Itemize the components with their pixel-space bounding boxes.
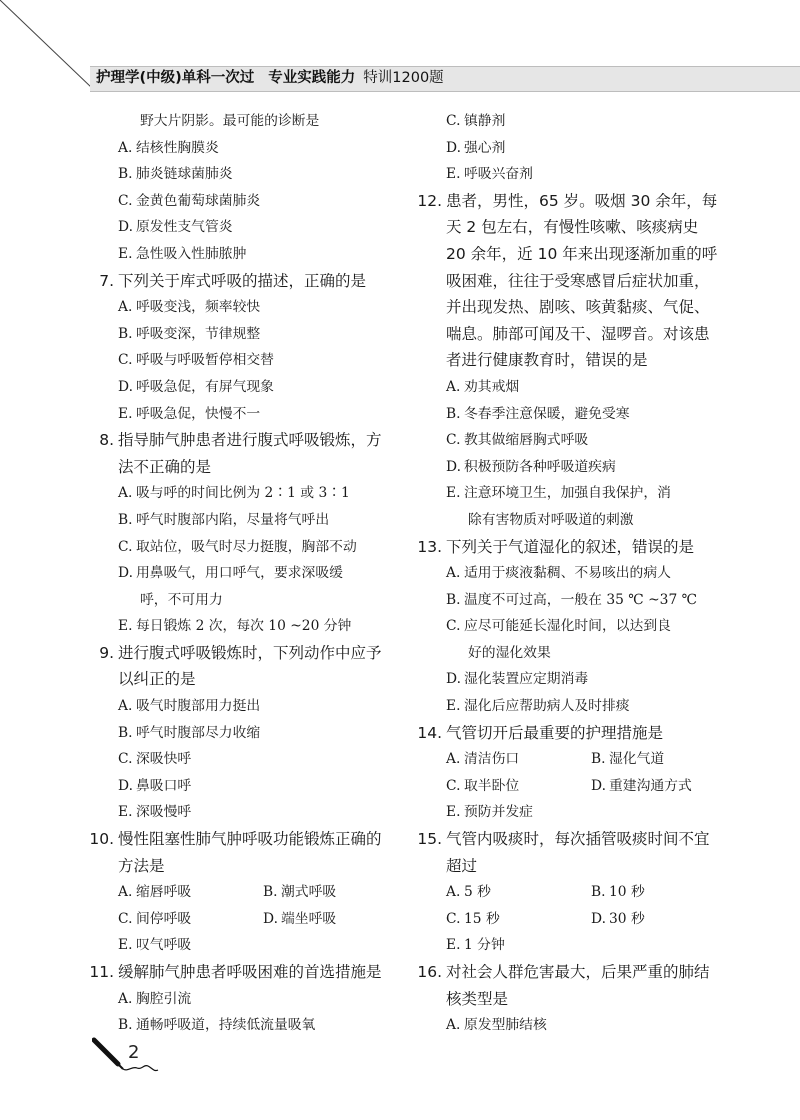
question-number: 13.: [417, 537, 442, 556]
question-text-continued: 20 余年，近 10 年来出现逐渐加重的呼: [446, 244, 718, 263]
option-letter: C.: [118, 352, 133, 369]
answer-option: [86, 188, 396, 215]
option-letter: B.: [263, 884, 278, 901]
answer-option: [591, 746, 736, 773]
option-text: 端坐呼吸: [281, 910, 337, 927]
option-letter: C.: [118, 192, 133, 209]
option-text-continued: 呼，不可用力: [140, 591, 223, 608]
option-letter: B.: [118, 1017, 133, 1034]
answer-option: [86, 560, 396, 587]
option-text: 湿化后应帮助病人及时排痰: [464, 698, 630, 715]
question-text: 指导肺气肿患者进行腹式呼吸锻炼，方: [118, 431, 382, 450]
answer-option-pair: [414, 879, 714, 906]
answer-option: [86, 480, 396, 507]
option-text: 温度不可过高，一般在 35 ℃ ~37 ℃: [464, 591, 698, 608]
option-text: 呼吸急促，快慢不一: [136, 405, 261, 422]
option-letter: A.: [446, 565, 461, 582]
option-text: 吸气时腹部用力挺出: [136, 698, 261, 715]
answer-option-pair: [414, 906, 714, 933]
option-text: 肺炎链球菌肺炎: [136, 166, 233, 183]
option-text: 潮式呼吸: [281, 884, 337, 901]
option-text: 注意环境卫生，加强自我保护，消: [464, 485, 671, 502]
question-number: 12.: [417, 191, 442, 210]
answer-option-pair: [414, 773, 714, 800]
right-column: [414, 108, 718, 1039]
option-text: 取站位，吸气时尽力挺腹，胸部不动: [136, 538, 357, 555]
option-letter: A.: [118, 990, 133, 1007]
answer-option: [86, 161, 396, 188]
question-text-continued: 法不正确的是: [118, 457, 212, 476]
option-text: 呼吸变深，节律规整: [136, 325, 261, 342]
option-letter: C.: [446, 618, 461, 635]
answer-option: [414, 1012, 714, 1039]
answer-option: [86, 720, 396, 747]
question-line: [86, 640, 396, 667]
option-text: 原发性支气管炎: [136, 219, 233, 236]
option-text: 劝其戒烟: [464, 378, 520, 395]
option-letter: A.: [446, 378, 461, 395]
option-text: 应尽可能延长湿化时间，以达到良: [464, 618, 671, 635]
option-text: 清洁伤口: [464, 751, 520, 768]
question-line: [86, 826, 396, 853]
option-letter: C.: [118, 538, 133, 555]
answer-option: [86, 932, 396, 959]
question-text: 慢性阻塞性肺气肿呼吸功能锻炼正确的: [118, 830, 382, 849]
option-text: 呼吸兴奋剂: [464, 166, 533, 183]
option-letter: B.: [118, 166, 133, 183]
answer-option: [446, 879, 591, 906]
answer-option-pair: [414, 746, 714, 773]
question-text: 对社会人群危害最大，后果严重的肺结: [446, 963, 710, 981]
option-text: 每日锻炼 2 次，每次 10 ~20 分钟: [136, 618, 352, 635]
option-text: 教其做缩唇胸式呼吸: [464, 432, 589, 449]
answer-option: [446, 746, 591, 773]
option-letter: D.: [118, 378, 133, 395]
option-letter: D.: [118, 777, 133, 794]
answer-option: [86, 986, 396, 1013]
answer-option: [118, 879, 263, 906]
option-text: 深吸快呼: [136, 751, 192, 768]
option-letter: A.: [118, 485, 133, 502]
question-number: 10.: [89, 830, 114, 849]
option-letter: B.: [118, 511, 133, 528]
answer-option: [86, 507, 396, 534]
answer-option: [414, 108, 714, 135]
option-text: 金黄色葡萄球菌肺炎: [136, 192, 261, 209]
answer-option: [414, 427, 714, 454]
answer-option: [414, 135, 714, 162]
question-text-continued: 吸困难，往往于受寒感冒后症状加重，: [446, 271, 710, 290]
option-text: 深吸慢呼: [136, 804, 192, 821]
question-number: 7.: [99, 271, 114, 290]
option-text: 积极预防各种呼吸道疾病: [464, 458, 616, 475]
option-letter: B.: [118, 325, 133, 342]
answer-option: [263, 906, 408, 933]
option-text: 10 秒: [609, 884, 645, 901]
answer-option: [591, 773, 736, 800]
option-letter: E.: [118, 618, 133, 635]
question-number: 8.: [99, 431, 114, 450]
answer-option: [591, 906, 736, 933]
section-title: 专业实践能力: [268, 70, 356, 86]
answer-option: [86, 294, 396, 321]
question-number: 11.: [89, 963, 114, 981]
answer-option: [86, 534, 396, 561]
answer-option: [86, 613, 396, 640]
question-text: 缓解肺气肿患者呼吸困难的首选措施是: [118, 963, 382, 981]
option-text: 呼气时腹部内陷，尽量将气呼出: [136, 511, 330, 528]
answer-option: [414, 374, 714, 401]
option-letter: E.: [446, 485, 461, 502]
option-text: 1 分钟: [464, 937, 505, 954]
option-text: 用鼻吸气，用口呼气，要求深吸缓: [136, 565, 343, 582]
option-letter: E.: [118, 405, 133, 422]
answer-option: [86, 374, 396, 401]
option-text: 湿化装置应定期消毒: [464, 671, 589, 688]
question-text-continued: 喘息。肺部可闻及干、湿啰音。对该患: [446, 324, 710, 343]
option-text: 取半卧位: [464, 777, 520, 794]
answer-option: [86, 746, 396, 773]
question-number: 15.: [417, 830, 442, 849]
option-letter: C.: [118, 910, 133, 927]
option-letter: D.: [446, 139, 461, 156]
answer-option: [414, 693, 714, 720]
option-letter: D.: [446, 671, 461, 688]
answer-option: [118, 906, 263, 933]
option-letter: D.: [446, 458, 461, 475]
option-text: 鼻吸口呼: [136, 777, 192, 794]
option-text: 呼吸与呼吸暂停相交替: [136, 352, 274, 369]
answer-option: [446, 773, 591, 800]
question-text-continued: 核类型是: [446, 989, 509, 1008]
option-letter: C.: [118, 751, 133, 768]
answer-option: [414, 587, 714, 614]
question-text-continued: 天 2 包左右，有慢性咳嗽、咳痰病史: [446, 218, 699, 237]
option-text: 胸腔引流: [136, 990, 192, 1007]
question-text-continued: 者进行健康教育时，错误的是: [446, 351, 648, 370]
answer-option-pair: [86, 906, 396, 933]
option-letter: C.: [446, 910, 461, 927]
option-text: 呼吸变浅，频率较快: [136, 299, 261, 316]
option-letter: A.: [118, 139, 133, 156]
answer-option: [591, 879, 736, 906]
option-letter: C.: [446, 432, 461, 449]
option-letter: A.: [446, 884, 461, 901]
question-text-continued: 方法是: [118, 856, 165, 875]
option-letter: E.: [446, 166, 461, 183]
answer-option: [414, 161, 714, 188]
option-letter: A.: [446, 1017, 461, 1034]
answer-option-pair: [86, 879, 396, 906]
option-letter: C.: [446, 113, 461, 129]
question-text: 气管内吸痰时，每次插管吸痰时间不宜: [446, 830, 710, 849]
option-letter: C.: [446, 777, 461, 794]
option-letter: E.: [446, 698, 461, 715]
corner-decoration-line: [0, 0, 100, 90]
question-line: [414, 720, 714, 747]
question-line: [86, 268, 396, 295]
question-text-continued: 以纠正的是: [118, 670, 196, 689]
answer-option: [86, 401, 396, 428]
option-letter: D.: [263, 910, 278, 927]
option-text: 5 秒: [464, 884, 491, 901]
answer-option: [414, 613, 714, 640]
option-letter: D.: [591, 777, 606, 794]
answer-option: [86, 241, 396, 268]
answer-option: [263, 879, 408, 906]
answer-option: [414, 932, 714, 959]
option-text: 结核性胸膜炎: [136, 139, 219, 156]
option-letter: B.: [446, 405, 461, 422]
option-letter: D.: [118, 219, 133, 236]
answer-option: [414, 560, 714, 587]
option-letter: A.: [446, 751, 461, 768]
question-line: [86, 427, 396, 454]
option-text: 镇静剂: [464, 113, 506, 129]
question-line: [86, 959, 396, 986]
answer-option: [86, 799, 396, 826]
answer-option: [86, 135, 396, 162]
answer-option: [86, 347, 396, 374]
option-text: 通畅呼吸道，持续低流量吸氧: [136, 1017, 316, 1034]
question-text: 气管切开后最重要的护理措施是: [446, 723, 664, 742]
question-number: 9.: [99, 643, 114, 662]
option-letter: B.: [591, 884, 606, 901]
option-text: 湿化气道: [609, 751, 665, 768]
option-text: 15 秒: [464, 910, 500, 927]
question-number: 14.: [417, 723, 442, 742]
question-text-continued: 并出现发热、剧咳、咳黄黏痰、气促、: [446, 298, 710, 317]
option-letter: E.: [446, 804, 461, 821]
question-line: [414, 188, 718, 215]
question-text: 进行腹式呼吸锻炼时，下列动作中应予: [118, 643, 382, 662]
option-letter: E.: [118, 245, 133, 262]
running-header: [96, 66, 444, 90]
question-line: [414, 534, 714, 561]
option-letter: B.: [591, 751, 606, 768]
option-letter: E.: [446, 937, 461, 954]
answer-option: [446, 906, 591, 933]
option-letter: A.: [118, 698, 133, 715]
question-text: 下列关于气道湿化的叙述，错误的是: [446, 537, 695, 556]
option-text: 急性吸入性肺脓肿: [136, 245, 247, 262]
page-number: 2: [128, 1042, 140, 1063]
option-text-continued: 除有害物质对呼吸道的刺激: [468, 511, 634, 528]
section-subtitle: 特训1200题: [363, 70, 444, 86]
answer-option: [414, 666, 714, 693]
option-letter: E.: [118, 804, 133, 821]
option-text: 冬春季注意保暖，避免受寒: [464, 405, 630, 422]
option-letter: A.: [118, 884, 133, 901]
question-text-continued: 超过: [446, 856, 478, 875]
option-text: 30 秒: [609, 910, 645, 927]
answer-option: [414, 401, 714, 428]
option-text: 叹气呼吸: [136, 937, 192, 954]
option-letter: B.: [446, 591, 461, 608]
option-letter: D.: [591, 910, 606, 927]
option-text-continued: 好的湿化效果: [468, 644, 551, 661]
option-text: 呼吸急促，有屏气现象: [136, 378, 274, 395]
question-number: 16.: [417, 963, 442, 981]
answer-option: [86, 1012, 396, 1039]
answer-option: [86, 773, 396, 800]
option-text: 强心剂: [464, 139, 506, 156]
question-text: 患者，男性，65 岁。吸烟 30 余年，每: [446, 191, 718, 210]
book-title: 护理学(中级)单科一次过: [96, 70, 255, 86]
option-letter: A.: [118, 299, 133, 316]
answer-option: [414, 454, 714, 481]
option-text: 适用于痰液黏稠、不易咳出的病人: [464, 565, 671, 582]
left-column: [86, 108, 396, 1039]
option-text: 缩唇呼吸: [136, 884, 192, 901]
option-text: 呼气时腹部尽力收缩: [136, 724, 261, 741]
answer-option: [86, 321, 396, 348]
question-line: [414, 826, 714, 853]
question-text: 下列关于库式呼吸的描述，正确的是: [118, 271, 367, 290]
option-text: 原发型肺结核: [464, 1017, 547, 1034]
option-text-continued: 野大片阴影。最可能的诊断是: [140, 113, 320, 129]
answer-option: [86, 693, 396, 720]
answer-option: [414, 480, 714, 507]
question-line: [414, 959, 714, 986]
option-text: 间停呼吸: [136, 910, 192, 927]
option-letter: B.: [118, 724, 133, 741]
option-letter: E.: [118, 937, 133, 954]
option-text: 吸与呼的时间比例为 2∶1 或 3∶1: [136, 485, 350, 502]
option-letter: D.: [118, 565, 133, 582]
answer-option: [414, 799, 714, 826]
answer-option: [86, 214, 396, 241]
option-text: 重建沟通方式: [609, 777, 692, 794]
option-text: 预防并发症: [464, 804, 533, 821]
